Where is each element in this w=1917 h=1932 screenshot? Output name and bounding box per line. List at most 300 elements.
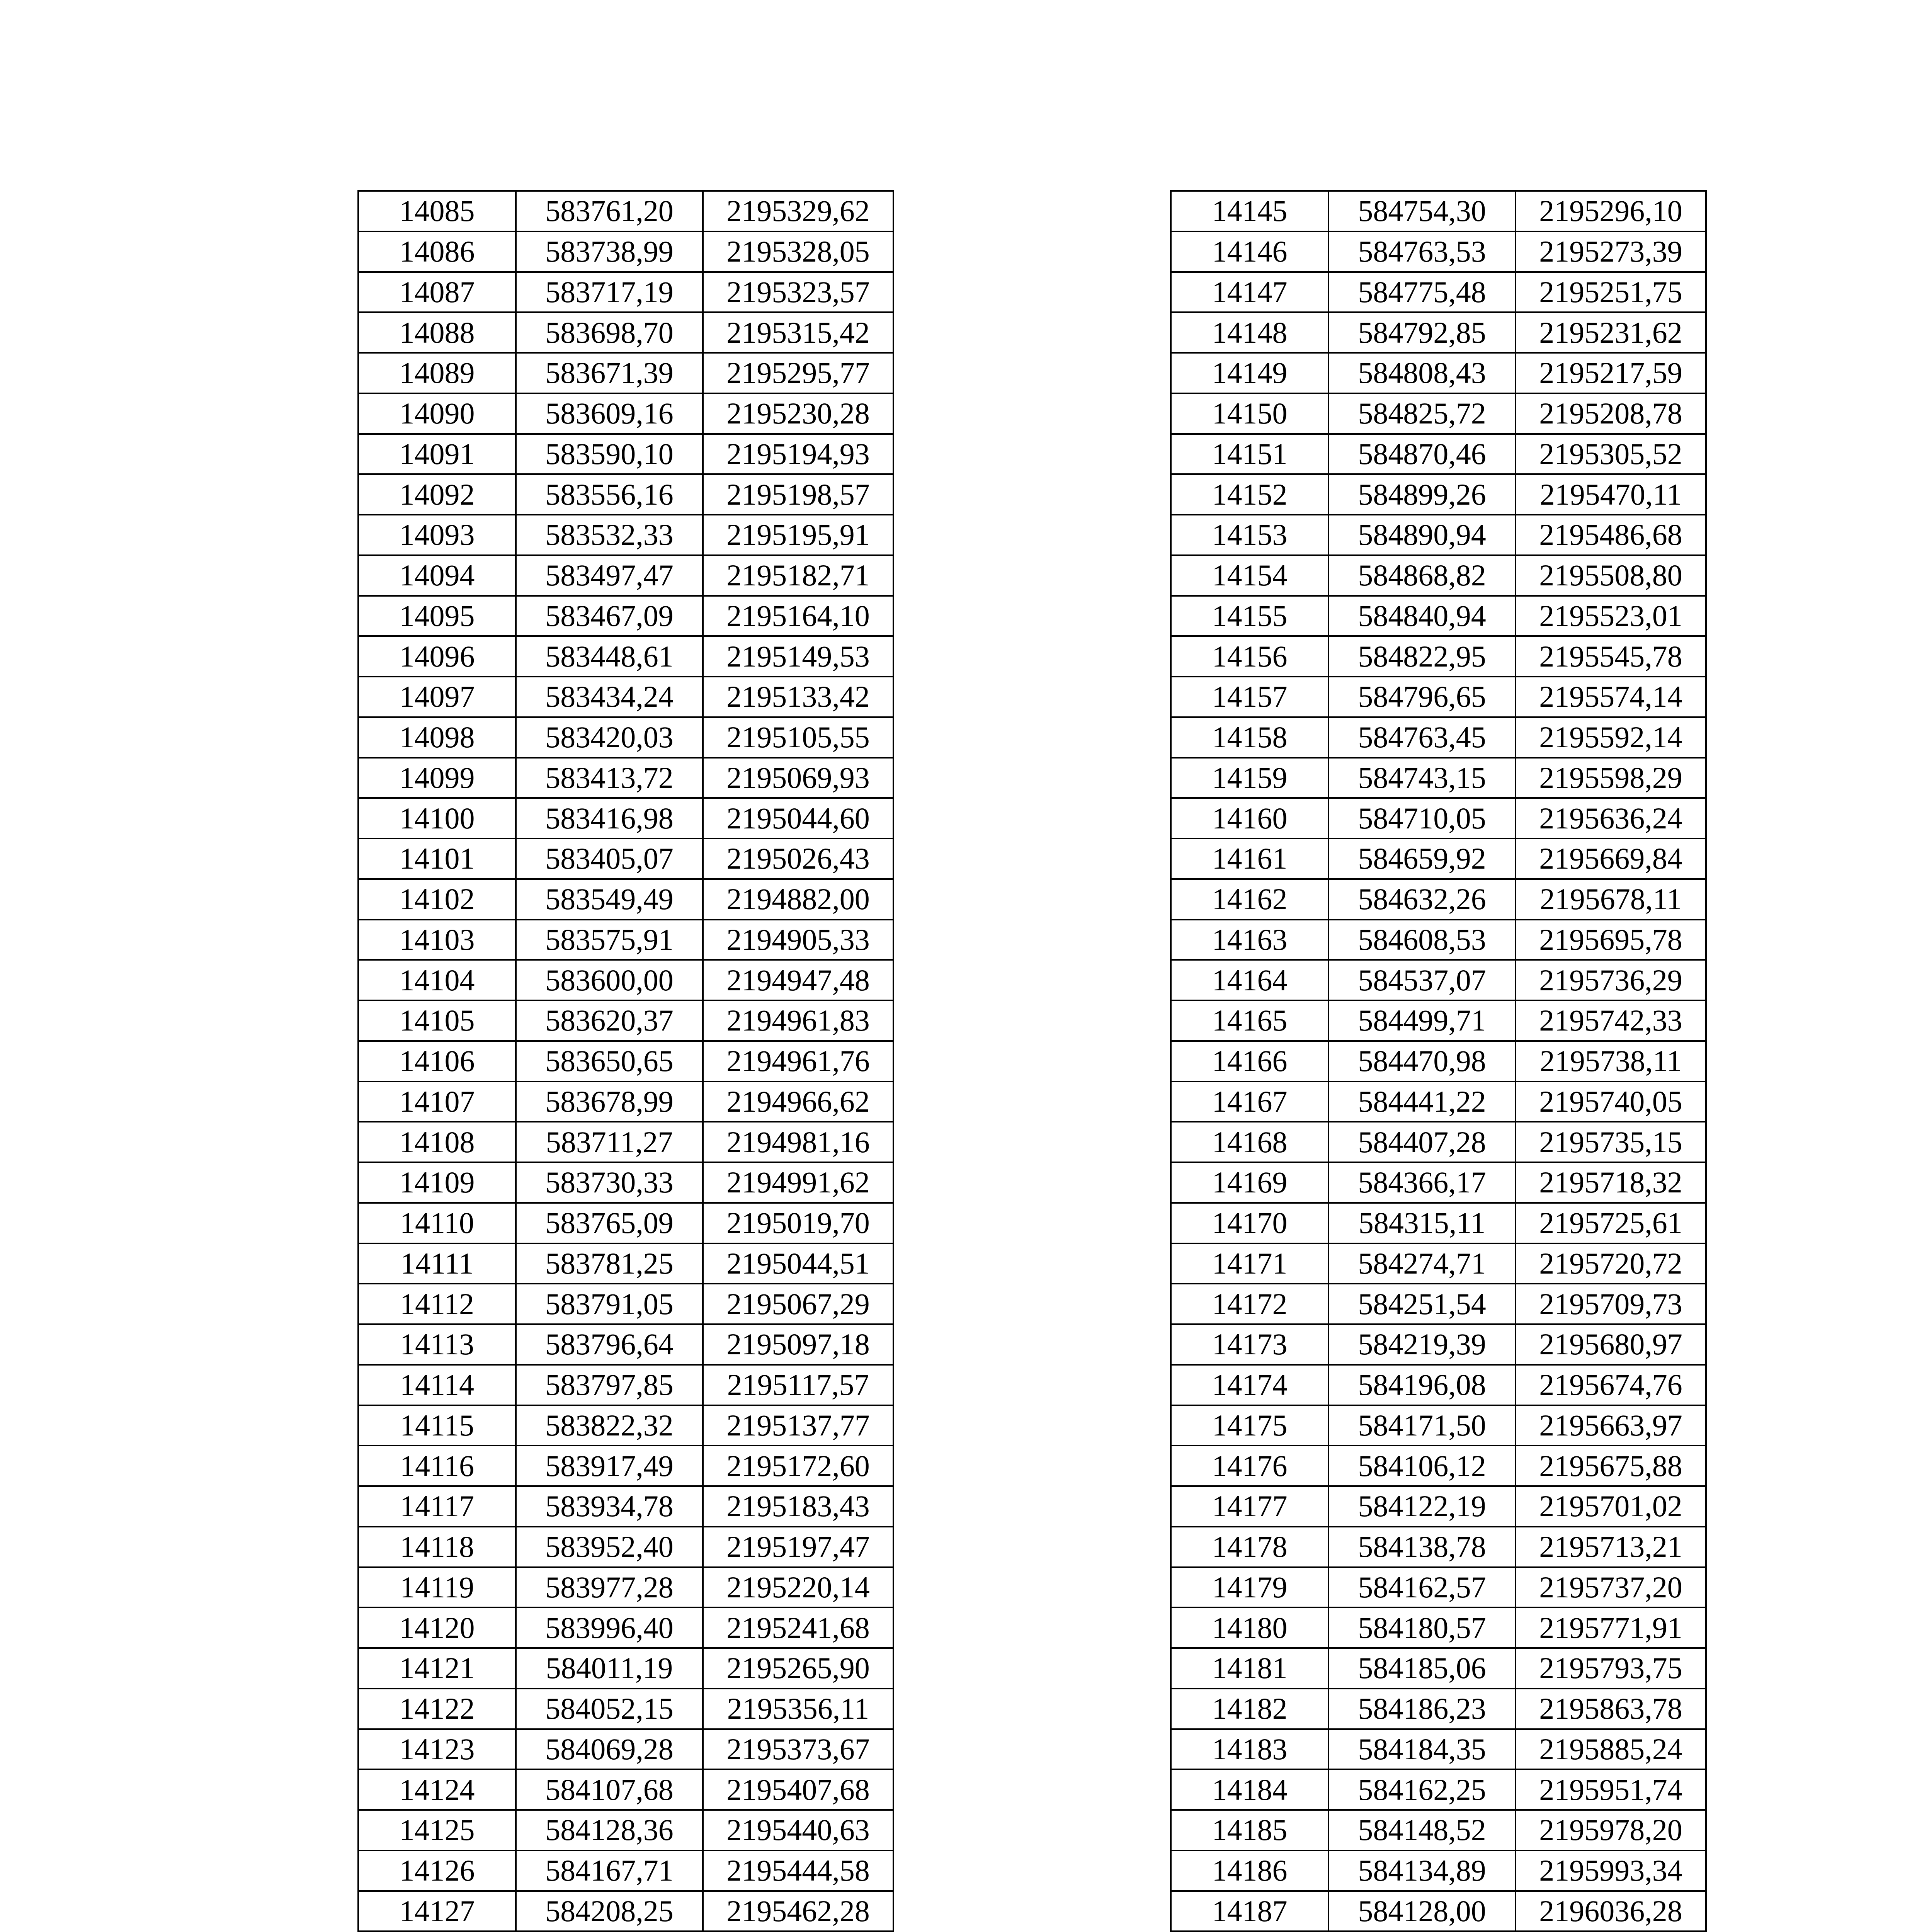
y-coordinate-cell: 2195407,68 (703, 1769, 893, 1810)
point-number-cell: 14153 (1171, 515, 1328, 555)
point-number-cell: 14168 (1171, 1122, 1328, 1162)
table-row (358, 515, 893, 555)
y-coordinate-cell: 2194961,83 (703, 1000, 893, 1041)
x-coordinate-cell: 584470,98 (1328, 1041, 1516, 1082)
point-number-cell: 14176 (1171, 1446, 1328, 1486)
table-row (1171, 555, 1706, 596)
point-number-cell: 14149 (1171, 353, 1328, 393)
y-coordinate-cell: 2195725,61 (1516, 1203, 1706, 1243)
y-coordinate-cell: 2195718,32 (1516, 1162, 1706, 1203)
point-number-cell: 14155 (1171, 596, 1328, 636)
x-coordinate-cell: 584763,53 (1328, 231, 1516, 272)
x-coordinate-cell: 583996,40 (516, 1607, 703, 1648)
table-row (1171, 636, 1706, 677)
y-coordinate-cell: 2195470,11 (1516, 474, 1706, 515)
x-coordinate-cell: 583765,09 (516, 1203, 703, 1243)
x-coordinate-cell: 584608,53 (1328, 920, 1516, 960)
y-coordinate-cell: 2195305,52 (1516, 434, 1706, 474)
x-coordinate-cell: 584899,26 (1328, 474, 1516, 515)
x-coordinate-cell: 584792,85 (1328, 312, 1516, 353)
table-row (358, 1365, 893, 1405)
point-number-cell: 14111 (358, 1243, 516, 1284)
point-number-cell: 14174 (1171, 1365, 1328, 1405)
x-coordinate-cell: 584148,52 (1328, 1810, 1516, 1850)
point-number-cell: 14108 (358, 1122, 516, 1162)
y-coordinate-cell: 2195663,97 (1516, 1405, 1706, 1446)
y-coordinate-cell: 2195323,57 (703, 272, 893, 313)
y-coordinate-cell: 2195183,43 (703, 1486, 893, 1527)
x-coordinate-cell: 584632,26 (1328, 879, 1516, 920)
point-number-cell: 14125 (358, 1810, 516, 1850)
x-coordinate-cell: 583698,70 (516, 312, 703, 353)
table-row (358, 353, 893, 393)
table-row (1171, 1365, 1706, 1405)
x-coordinate-cell: 584107,68 (516, 1769, 703, 1810)
x-coordinate-cell: 583590,10 (516, 434, 703, 474)
point-number-cell: 14181 (1171, 1648, 1328, 1689)
y-coordinate-cell: 2195636,24 (1516, 798, 1706, 838)
table-row (358, 677, 893, 717)
table-row (1171, 1689, 1706, 1729)
table-row (1171, 1769, 1706, 1810)
x-coordinate-cell: 583420,03 (516, 717, 703, 758)
x-coordinate-cell: 583977,28 (516, 1567, 703, 1608)
point-number-cell: 14122 (358, 1689, 516, 1729)
y-coordinate-cell: 2194905,33 (703, 920, 893, 960)
x-coordinate-cell: 583434,24 (516, 677, 703, 717)
table-row (358, 1324, 893, 1365)
table-row (358, 1122, 893, 1162)
table-row (358, 636, 893, 677)
y-coordinate-cell: 2195680,97 (1516, 1324, 1706, 1365)
point-number-cell: 14156 (1171, 636, 1328, 677)
y-coordinate-cell: 2195315,42 (703, 312, 893, 353)
point-number-cell: 14185 (1171, 1810, 1328, 1850)
table-row (358, 1648, 893, 1689)
point-number-cell: 14121 (358, 1648, 516, 1689)
point-number-cell: 14104 (358, 960, 516, 1000)
point-number-cell: 14094 (358, 555, 516, 596)
x-coordinate-cell: 584796,65 (1328, 677, 1516, 717)
x-coordinate-cell: 584499,71 (1328, 1000, 1516, 1041)
y-coordinate-cell: 2195373,67 (703, 1729, 893, 1770)
y-coordinate-cell: 2195545,78 (1516, 636, 1706, 677)
table-row (358, 1729, 893, 1770)
table-row (1171, 1607, 1706, 1648)
table-row (358, 1162, 893, 1203)
table-row (358, 312, 893, 353)
point-number-cell: 14173 (1171, 1324, 1328, 1365)
point-number-cell: 14105 (358, 1000, 516, 1041)
x-coordinate-cell: 583717,19 (516, 272, 703, 313)
y-coordinate-cell: 2195462,28 (703, 1891, 893, 1932)
point-number-cell: 14152 (1171, 474, 1328, 515)
point-number-cell: 14179 (1171, 1567, 1328, 1608)
y-coordinate-cell: 2195067,29 (703, 1284, 893, 1324)
x-coordinate-cell: 583620,37 (516, 1000, 703, 1041)
table-row (358, 1082, 893, 1122)
y-coordinate-cell: 2194991,62 (703, 1162, 893, 1203)
y-coordinate-cell: 2195675,88 (1516, 1446, 1706, 1486)
point-number-cell: 14118 (358, 1527, 516, 1567)
point-number-cell: 14086 (358, 231, 516, 272)
table-row (358, 555, 893, 596)
y-coordinate-cell: 2195951,74 (1516, 1769, 1706, 1810)
table-row (358, 1284, 893, 1324)
table-row (1171, 798, 1706, 838)
y-coordinate-cell: 2195440,63 (703, 1810, 893, 1850)
point-number-cell: 14183 (1171, 1729, 1328, 1770)
x-coordinate-cell: 584537,07 (1328, 960, 1516, 1000)
y-coordinate-cell: 2195273,39 (1516, 231, 1706, 272)
point-number-cell: 14164 (1171, 960, 1328, 1000)
point-number-cell: 14167 (1171, 1082, 1328, 1122)
x-coordinate-cell: 584659,92 (1328, 838, 1516, 879)
point-number-cell: 14151 (1171, 434, 1328, 474)
x-coordinate-cell: 584890,94 (1328, 515, 1516, 555)
x-coordinate-cell: 583600,00 (516, 960, 703, 1000)
x-coordinate-cell: 584106,12 (1328, 1446, 1516, 1486)
coordinates-table-right (1170, 190, 1707, 1932)
table-row (358, 717, 893, 758)
table-row (358, 879, 893, 920)
point-number-cell: 14170 (1171, 1203, 1328, 1243)
table-row (358, 596, 893, 636)
x-coordinate-cell: 584870,46 (1328, 434, 1516, 474)
x-coordinate-cell: 583532,33 (516, 515, 703, 555)
point-number-cell: 14157 (1171, 677, 1328, 717)
y-coordinate-cell: 2195231,62 (1516, 312, 1706, 353)
point-number-cell: 14127 (358, 1891, 516, 1932)
y-coordinate-cell: 2195709,73 (1516, 1284, 1706, 1324)
table-row (1171, 1203, 1706, 1243)
y-coordinate-cell: 2195230,28 (703, 393, 893, 434)
x-coordinate-cell: 583730,33 (516, 1162, 703, 1203)
point-number-cell: 14163 (1171, 920, 1328, 960)
point-number-cell: 14159 (1171, 758, 1328, 798)
table-row (1171, 1486, 1706, 1527)
table-row (358, 393, 893, 434)
x-coordinate-cell: 584274,71 (1328, 1243, 1516, 1284)
x-coordinate-cell: 583917,49 (516, 1446, 703, 1486)
table-row (358, 798, 893, 838)
x-coordinate-cell: 583671,39 (516, 353, 703, 393)
point-number-cell: 14169 (1171, 1162, 1328, 1203)
point-number-cell: 14100 (358, 798, 516, 838)
point-number-cell: 14145 (1171, 191, 1328, 231)
point-number-cell: 14154 (1171, 555, 1328, 596)
y-coordinate-cell: 2195720,72 (1516, 1243, 1706, 1284)
point-number-cell: 14089 (358, 353, 516, 393)
point-number-cell: 14146 (1171, 231, 1328, 272)
table-body (1171, 191, 1706, 1932)
y-coordinate-cell: 2195736,29 (1516, 960, 1706, 1000)
x-coordinate-cell: 584366,17 (1328, 1162, 1516, 1203)
x-coordinate-cell: 584407,28 (1328, 1122, 1516, 1162)
table-row (1171, 272, 1706, 313)
point-number-cell: 14113 (358, 1324, 516, 1365)
y-coordinate-cell: 2195172,60 (703, 1446, 893, 1486)
x-coordinate-cell: 584441,22 (1328, 1082, 1516, 1122)
point-number-cell: 14088 (358, 312, 516, 353)
y-coordinate-cell: 2195217,59 (1516, 353, 1706, 393)
x-coordinate-cell: 583678,99 (516, 1082, 703, 1122)
table-row (358, 191, 893, 231)
y-coordinate-cell: 2195737,20 (1516, 1567, 1706, 1608)
point-number-cell: 14182 (1171, 1689, 1328, 1729)
y-coordinate-cell: 2195993,34 (1516, 1850, 1706, 1891)
y-coordinate-cell: 2195105,55 (703, 717, 893, 758)
y-coordinate-cell: 2195885,24 (1516, 1729, 1706, 1770)
x-coordinate-cell: 584122,19 (1328, 1486, 1516, 1527)
table-row (1171, 1000, 1706, 1041)
table-row (358, 920, 893, 960)
x-coordinate-cell: 583556,16 (516, 474, 703, 515)
table-row (358, 474, 893, 515)
table-row (1171, 1082, 1706, 1122)
table-row (1171, 1405, 1706, 1446)
y-coordinate-cell: 2194947,48 (703, 960, 893, 1000)
table-row (358, 434, 893, 474)
table-row (358, 758, 893, 798)
point-number-cell: 14101 (358, 838, 516, 879)
y-coordinate-cell: 2195133,42 (703, 677, 893, 717)
x-coordinate-cell: 583934,78 (516, 1486, 703, 1527)
x-coordinate-cell: 583761,20 (516, 191, 703, 231)
y-coordinate-cell: 2194882,00 (703, 879, 893, 920)
point-number-cell: 14162 (1171, 879, 1328, 920)
point-number-cell: 14107 (358, 1082, 516, 1122)
table-row (358, 1810, 893, 1850)
table-row (1171, 1567, 1706, 1608)
point-number-cell: 14093 (358, 515, 516, 555)
y-coordinate-cell: 2195678,11 (1516, 879, 1706, 920)
y-coordinate-cell: 2195296,10 (1516, 191, 1706, 231)
table-row (1171, 920, 1706, 960)
table-row (1171, 758, 1706, 798)
point-number-cell: 14187 (1171, 1891, 1328, 1932)
x-coordinate-cell: 584128,00 (1328, 1891, 1516, 1932)
x-coordinate-cell: 583781,25 (516, 1243, 703, 1284)
y-coordinate-cell: 2195793,75 (1516, 1648, 1706, 1689)
table-row (358, 1446, 893, 1486)
y-coordinate-cell: 2195182,71 (703, 555, 893, 596)
x-coordinate-cell: 584185,06 (1328, 1648, 1516, 1689)
x-coordinate-cell: 584822,95 (1328, 636, 1516, 677)
point-number-cell: 14177 (1171, 1486, 1328, 1527)
table-row (1171, 596, 1706, 636)
y-coordinate-cell: 2195198,57 (703, 474, 893, 515)
point-number-cell: 14099 (358, 758, 516, 798)
point-number-cell: 14085 (358, 191, 516, 231)
table-row (358, 1689, 893, 1729)
y-coordinate-cell: 2194961,76 (703, 1041, 893, 1082)
y-coordinate-cell: 2195019,70 (703, 1203, 893, 1243)
y-coordinate-cell: 2195695,78 (1516, 920, 1706, 960)
point-number-cell: 14186 (1171, 1850, 1328, 1891)
point-number-cell: 14180 (1171, 1607, 1328, 1648)
point-number-cell: 14115 (358, 1405, 516, 1446)
y-coordinate-cell: 2195674,76 (1516, 1365, 1706, 1405)
x-coordinate-cell: 583448,61 (516, 636, 703, 677)
x-coordinate-cell: 583405,07 (516, 838, 703, 879)
point-number-cell: 14106 (358, 1041, 516, 1082)
point-number-cell: 14116 (358, 1446, 516, 1486)
table-row (358, 1243, 893, 1284)
table-row (358, 272, 893, 313)
y-coordinate-cell: 2195329,62 (703, 191, 893, 231)
table-row (358, 1203, 893, 1243)
y-coordinate-cell: 2195592,14 (1516, 717, 1706, 758)
coordinates-table-left (357, 190, 894, 1932)
y-coordinate-cell: 2195097,18 (703, 1324, 893, 1365)
x-coordinate-cell: 584754,30 (1328, 191, 1516, 231)
y-coordinate-cell: 2195574,14 (1516, 677, 1706, 717)
point-number-cell: 14148 (1171, 312, 1328, 353)
table-row (358, 1041, 893, 1082)
table-row (1171, 191, 1706, 231)
table-row (1171, 1243, 1706, 1284)
x-coordinate-cell: 583467,09 (516, 596, 703, 636)
x-coordinate-cell: 584840,94 (1328, 596, 1516, 636)
table-row (358, 1486, 893, 1527)
y-coordinate-cell: 2195598,29 (1516, 758, 1706, 798)
y-coordinate-cell: 2195523,01 (1516, 596, 1706, 636)
table-row (358, 1000, 893, 1041)
y-coordinate-cell: 2195195,91 (703, 515, 893, 555)
point-number-cell: 14112 (358, 1284, 516, 1324)
y-coordinate-cell: 2195044,60 (703, 798, 893, 838)
x-coordinate-cell: 584011,19 (516, 1648, 703, 1689)
x-coordinate-cell: 583822,32 (516, 1405, 703, 1446)
table-row (358, 1769, 893, 1810)
table-row (358, 1405, 893, 1446)
table-row (1171, 1850, 1706, 1891)
table-body (358, 191, 893, 1932)
table-row (1171, 434, 1706, 474)
point-number-cell: 14097 (358, 677, 516, 717)
table-row (1171, 1162, 1706, 1203)
point-number-cell: 14117 (358, 1486, 516, 1527)
table-row (358, 231, 893, 272)
x-coordinate-cell: 584808,43 (1328, 353, 1516, 393)
y-coordinate-cell: 2195194,93 (703, 434, 893, 474)
point-number-cell: 14166 (1171, 1041, 1328, 1082)
x-coordinate-cell: 584868,82 (1328, 555, 1516, 596)
y-coordinate-cell: 2195713,21 (1516, 1527, 1706, 1567)
point-number-cell: 14158 (1171, 717, 1328, 758)
y-coordinate-cell: 2195738,11 (1516, 1041, 1706, 1082)
x-coordinate-cell: 584162,57 (1328, 1567, 1516, 1608)
table-row (1171, 879, 1706, 920)
table-row (1171, 1527, 1706, 1567)
point-number-cell: 14171 (1171, 1243, 1328, 1284)
y-coordinate-cell: 2195669,84 (1516, 838, 1706, 879)
point-number-cell: 14184 (1171, 1769, 1328, 1810)
table-row (1171, 1810, 1706, 1850)
y-coordinate-cell: 2195356,11 (703, 1689, 893, 1729)
point-number-cell: 14120 (358, 1607, 516, 1648)
x-coordinate-cell: 584825,72 (1328, 393, 1516, 434)
point-number-cell: 14103 (358, 920, 516, 960)
point-number-cell: 14119 (358, 1567, 516, 1608)
y-coordinate-cell: 2195740,05 (1516, 1082, 1706, 1122)
x-coordinate-cell: 583609,16 (516, 393, 703, 434)
table-row (358, 1527, 893, 1567)
y-coordinate-cell: 2195328,05 (703, 231, 893, 272)
x-coordinate-cell: 584069,28 (516, 1729, 703, 1770)
table-row (358, 960, 893, 1000)
y-coordinate-cell: 2195295,77 (703, 353, 893, 393)
y-coordinate-cell: 2195197,47 (703, 1527, 893, 1567)
y-coordinate-cell: 2195164,10 (703, 596, 893, 636)
x-coordinate-cell: 583797,85 (516, 1365, 703, 1405)
x-coordinate-cell: 584743,15 (1328, 758, 1516, 798)
x-coordinate-cell: 584315,11 (1328, 1203, 1516, 1243)
y-coordinate-cell: 2195978,20 (1516, 1810, 1706, 1850)
y-coordinate-cell: 2195508,80 (1516, 555, 1706, 596)
x-coordinate-cell: 584128,36 (516, 1810, 703, 1850)
x-coordinate-cell: 584775,48 (1328, 272, 1516, 313)
table-row (1171, 474, 1706, 515)
point-number-cell: 14091 (358, 434, 516, 474)
y-coordinate-cell: 2195742,33 (1516, 1000, 1706, 1041)
table-row (1171, 1446, 1706, 1486)
point-number-cell: 14160 (1171, 798, 1328, 838)
table-row (358, 1607, 893, 1648)
point-number-cell: 14114 (358, 1365, 516, 1405)
x-coordinate-cell: 584134,89 (1328, 1850, 1516, 1891)
y-coordinate-cell: 2195149,53 (703, 636, 893, 677)
y-coordinate-cell: 2195701,02 (1516, 1486, 1706, 1527)
table-row (1171, 1122, 1706, 1162)
x-coordinate-cell: 584219,39 (1328, 1324, 1516, 1365)
x-coordinate-cell: 584171,50 (1328, 1405, 1516, 1446)
point-number-cell: 14124 (358, 1769, 516, 1810)
x-coordinate-cell: 583952,40 (516, 1527, 703, 1567)
y-coordinate-cell: 2195044,51 (703, 1243, 893, 1284)
x-coordinate-cell: 583650,65 (516, 1041, 703, 1082)
point-number-cell: 14161 (1171, 838, 1328, 879)
x-coordinate-cell: 583497,47 (516, 555, 703, 596)
table-row (1171, 393, 1706, 434)
x-coordinate-cell: 583791,05 (516, 1284, 703, 1324)
point-number-cell: 14087 (358, 272, 516, 313)
point-number-cell: 14165 (1171, 1000, 1328, 1041)
point-number-cell: 14092 (358, 474, 516, 515)
point-number-cell: 14123 (358, 1729, 516, 1770)
y-coordinate-cell: 2195486,68 (1516, 515, 1706, 555)
x-coordinate-cell: 583575,91 (516, 920, 703, 960)
y-coordinate-cell: 2195220,14 (703, 1567, 893, 1608)
point-number-cell: 14126 (358, 1850, 516, 1891)
point-number-cell: 14095 (358, 596, 516, 636)
x-coordinate-cell: 583796,64 (516, 1324, 703, 1365)
table-row (358, 1850, 893, 1891)
x-coordinate-cell: 584251,54 (1328, 1284, 1516, 1324)
table-row (358, 1891, 893, 1932)
point-number-cell: 14147 (1171, 272, 1328, 313)
y-coordinate-cell: 2195117,57 (703, 1365, 893, 1405)
x-coordinate-cell: 584763,45 (1328, 717, 1516, 758)
x-coordinate-cell: 583416,98 (516, 798, 703, 838)
point-number-cell: 14175 (1171, 1405, 1328, 1446)
point-number-cell: 14109 (358, 1162, 516, 1203)
y-coordinate-cell: 2195265,90 (703, 1648, 893, 1689)
point-number-cell: 14090 (358, 393, 516, 434)
table-row (1171, 677, 1706, 717)
point-number-cell: 14178 (1171, 1527, 1328, 1567)
